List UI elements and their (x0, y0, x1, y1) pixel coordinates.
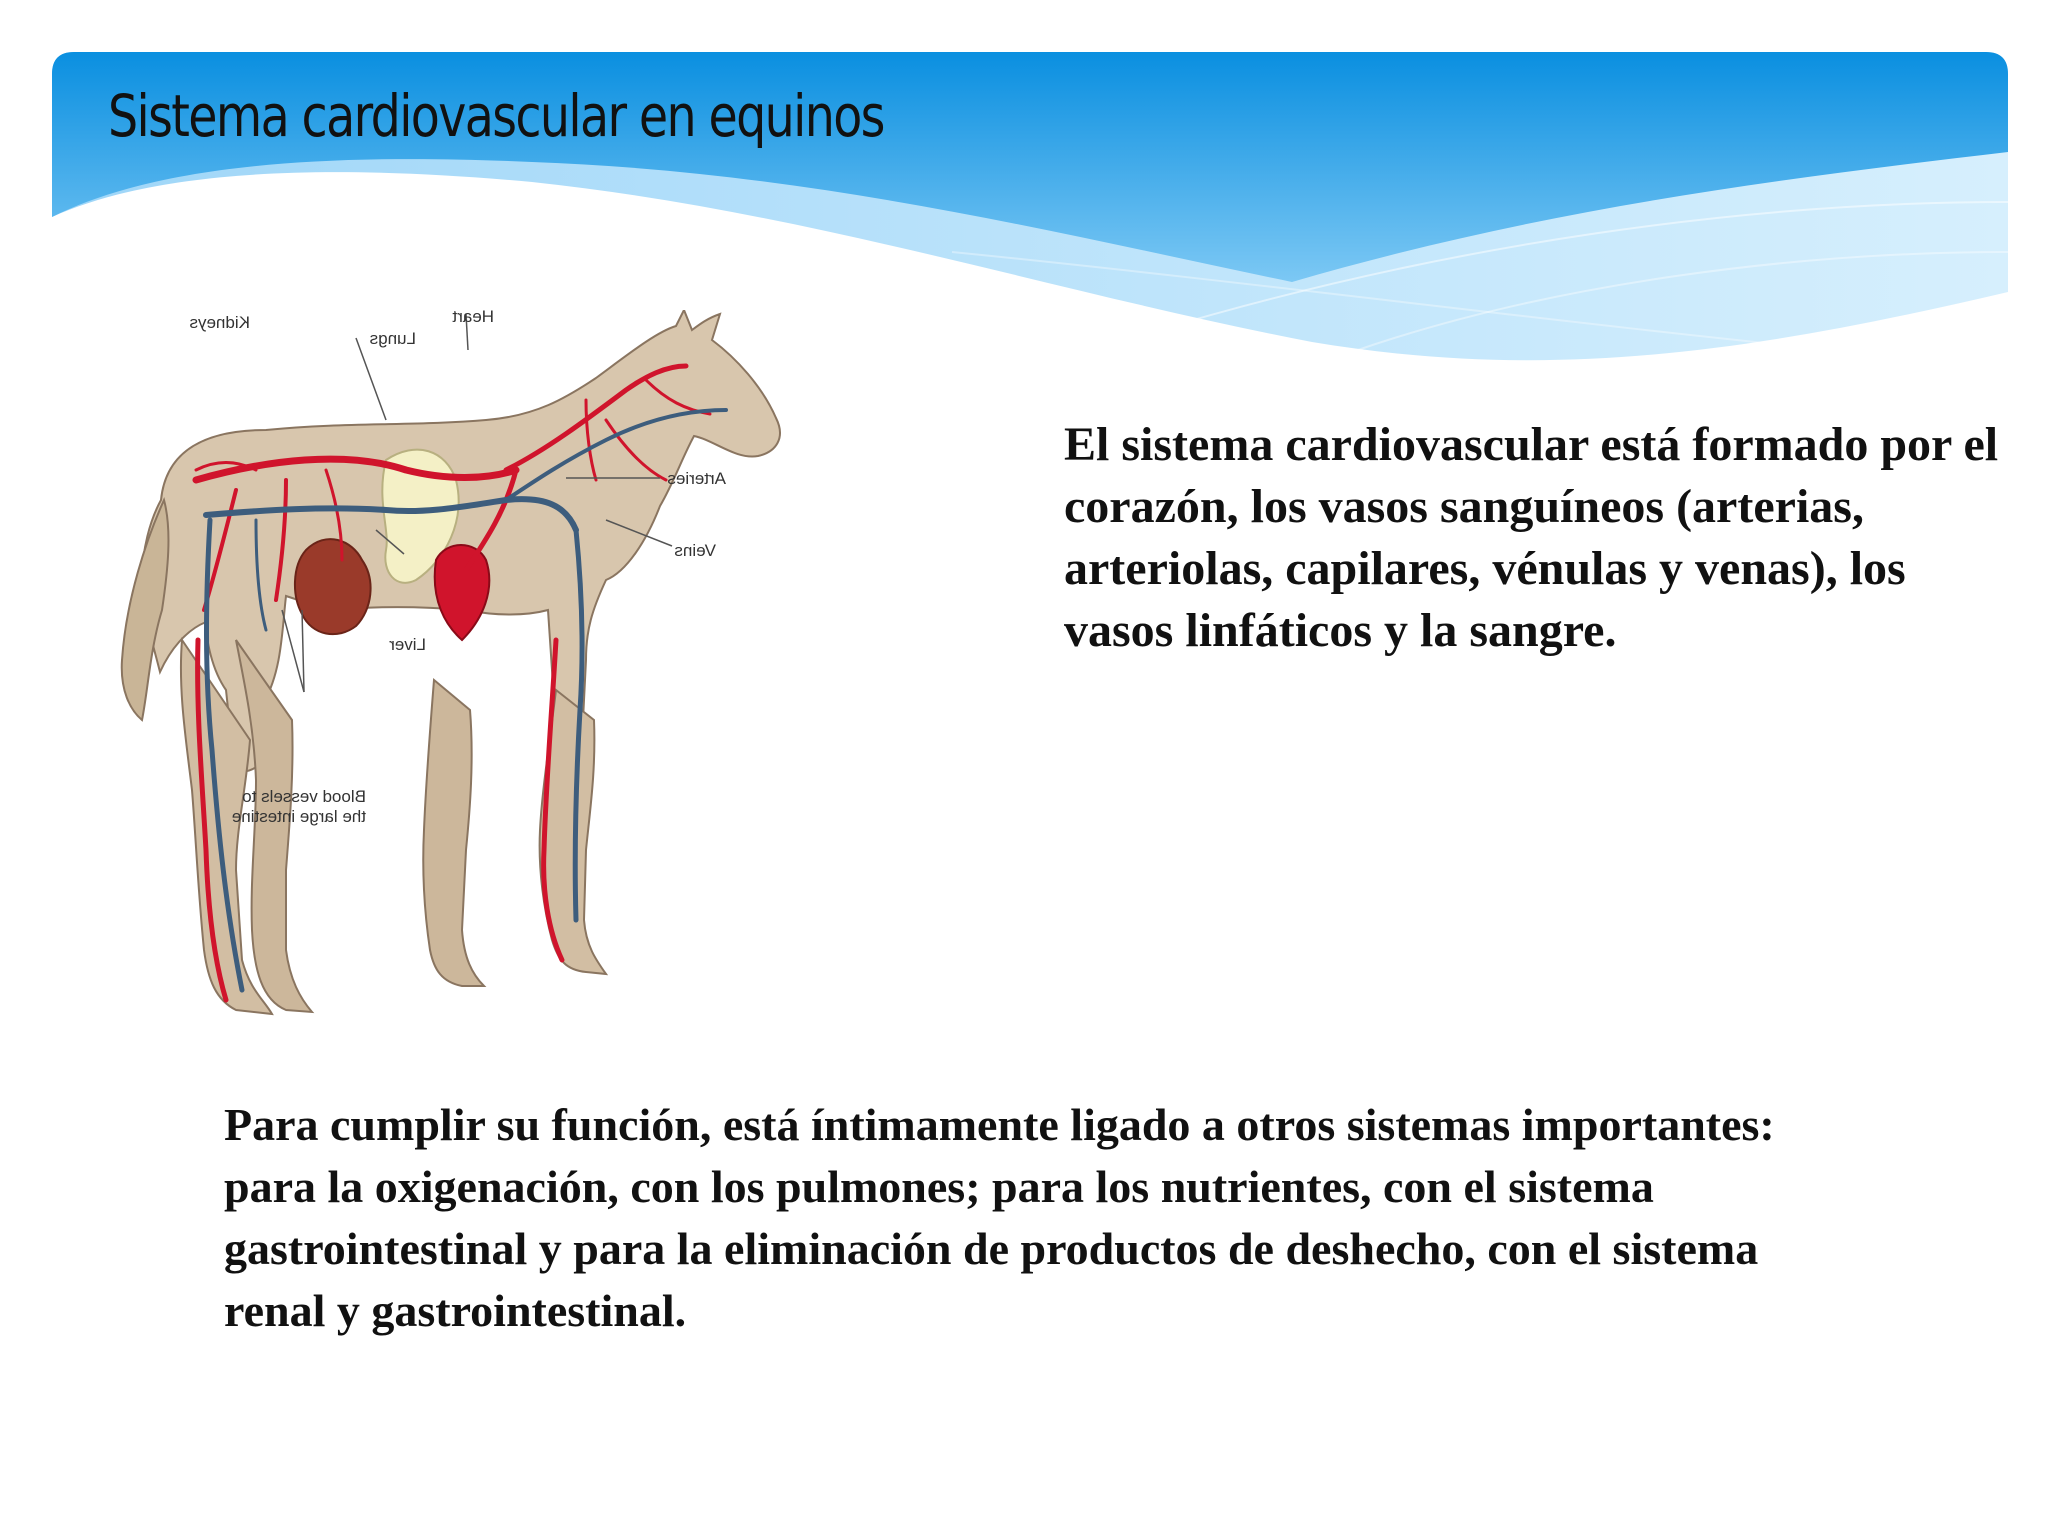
label-arteries: Arteries (667, 469, 726, 488)
definition-paragraph: El sistema cardiovascular está formado por el corazón, los vasos sanguíneos (arterias, arteriolas, capilares, vénulas y venas), los vasos linfáticos y la sangre. (1064, 418, 1999, 657)
horse-tail (122, 500, 169, 720)
label-liver: Liver (389, 635, 426, 654)
horse-cardiovascular-diagram (86, 310, 1016, 1030)
label-lungs: Lungs (369, 329, 416, 348)
label-blood-vessels-line1: Blood vessels to (242, 787, 366, 806)
label-blood-vessels-line2: the large intestine (231, 807, 366, 826)
heart-shape (435, 545, 490, 640)
label-veins: Veins (674, 541, 716, 560)
label-kidneys: Kidneys (189, 313, 250, 332)
fore-leg-right (423, 680, 484, 986)
label-heart: Heart (452, 310, 494, 326)
hind-leg-right (236, 640, 312, 1012)
function-paragraph: Para cumplir su función, está íntimamente ligado a otros sistemas importantes: para la oxigenación, con los pulmones; para los nutrientes, con el sistema gastrointestinal y para la eliminación de productos de deshecho, con el sistema renal y gastrointestinal. (224, 1099, 1775, 1336)
slide-title: Sistema cardiovascular en equinos (108, 82, 884, 150)
